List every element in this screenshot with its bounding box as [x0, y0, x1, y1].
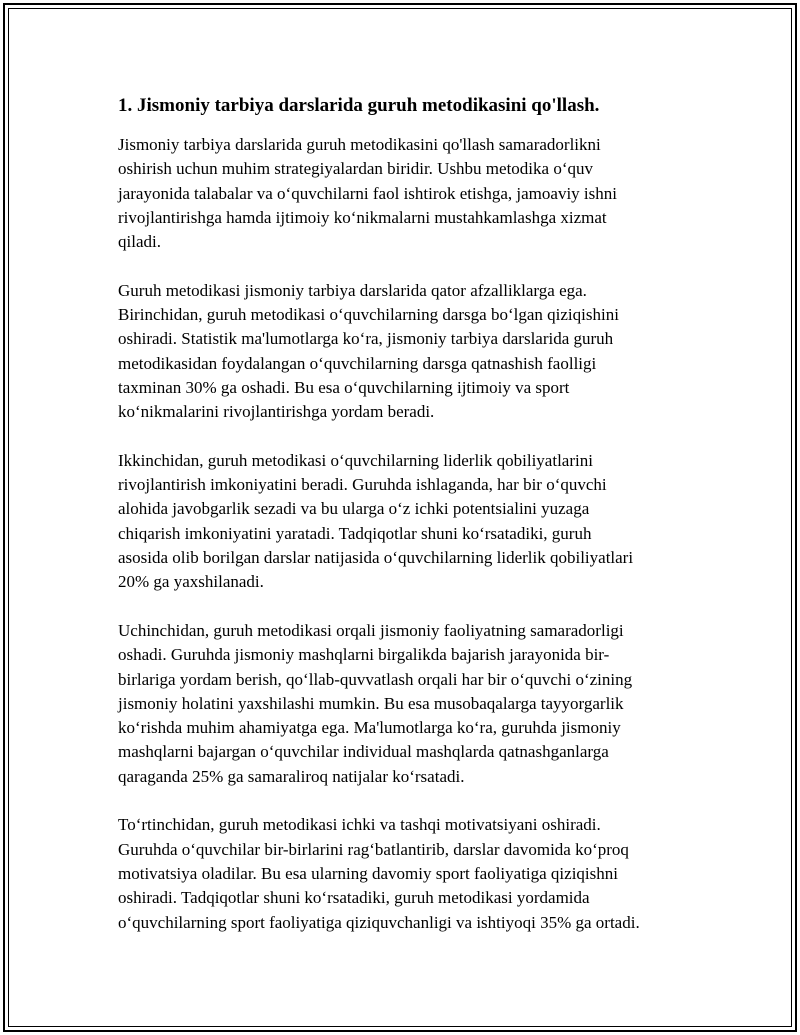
paragraph-line: asosida olib borilgan darslar natijasida o‘quvchilarning liderlik qobiliyatlari	[118, 548, 634, 568]
paragraph-efficiency	[118, 619, 738, 789]
document-heading: 1. Jismoniy tarbiya darslarida guruh metodikasini qo'llash.	[118, 95, 600, 116]
paragraph-line: jismoniy holatini yaxshilashi mumkin. Bu esa musobaqalarga tayyorgarlik	[118, 693, 624, 713]
paragraph-line: mashqlarni bajargan o‘quvchilar individual mashqlarda qatnashganlarga	[118, 742, 609, 762]
paragraph-line: oshiradi. Tadqiqotlar shuni ko‘rsatadiki, guruh metodikasi yordamida	[118, 888, 590, 908]
paragraph-motivation	[118, 813, 738, 934]
paragraph-leadership	[118, 449, 738, 595]
paragraph-line: 20% ga yaxshilanadi.	[118, 572, 264, 592]
paragraph-line: o‘quvchilarning sport faoliyatiga qiziquvchanligi va ishtiyoqi 35% ga ortadi.	[118, 912, 640, 932]
paragraph-line: taxminan 30% ga oshadi. Bu esa o‘quvchilarning ijtimoiy va sport	[118, 377, 570, 397]
paragraph-line: Jismoniy tarbiya darslarida guruh metodikasini qo'llash samaradorlikni	[118, 135, 601, 154]
paragraph-line: qaraganda 25% ga samaraliroq natijalar ko‘rsatadi.	[118, 766, 465, 786]
paragraph-line: oshiradi. Statistik ma'lumotlarga ko‘ra, jismoniy tarbiya darslarida guruh	[118, 329, 614, 349]
paragraph-line: Uchinchidan, guruh metodikasi orqali jismoniy faoliyatning samaradorligi	[118, 620, 624, 640]
paragraph-line: rivojlantirishga hamda ijtimoiy ko‘nikmalarni mustahkamlashga xizmat	[118, 207, 607, 227]
paragraph-line: birlariga yordam berish, qo‘llab-quvvatlash orqali har bir o‘quvchi o‘zining	[118, 669, 633, 689]
paragraph-line: Guruhda o‘quvchilar bir-birlarini rag‘batlantirib, darslar davomida ko‘proq	[118, 839, 629, 859]
paragraph-line: Birinchidan, guruh metodikasi o‘quvchilarning darsga bo‘lgan qiziqishini	[118, 305, 619, 325]
paragraph-line: alohida javobgarlik sezadi va bu ularga o‘z ichki potentsialini yuzaga	[118, 499, 590, 519]
paragraph-line: Ikkinchidan, guruh metodikasi o‘quvchilarning liderlik qobiliyatlarini	[118, 450, 593, 470]
paragraph-line: chiqarish imkoniyatini yaratadi. Tadqiqotlar shuni ko‘rsatadiki, guruh	[118, 523, 592, 543]
document-body	[118, 94, 738, 959]
paragraph-line: Guruh metodikasi jismoniy tarbiya darslarida qator afzalliklarga ega.	[118, 280, 587, 300]
paragraph-line: oshadi. Guruhda jismoniy mashqlarni birgalikda bajarish jarayonida bir-	[118, 645, 610, 665]
paragraph-line: To‘rtinchidan, guruh metodikasi ichki va tashqi motivatsiyani oshiradi.	[118, 815, 601, 835]
paragraph-intro	[118, 133, 738, 254]
paragraph-line: ko‘rishda muhim ahamiyatga ega. Ma'lumotlarga ko‘ra, guruhda jismoniy	[118, 718, 621, 738]
paragraph-line: metodikasidan foydalangan o‘quvchilarning darsga qatnashish faolligi	[118, 353, 597, 373]
paragraph-line: rivojlantirish imkoniyatini beradi. Guruhda ishlaganda, har bir o‘quvchi	[118, 475, 607, 495]
paragraph-line: qiladi.	[118, 232, 161, 252]
paragraph-line: motivatsiya oladilar. Bu esa ularning davomiy sport faoliyatiga qiziqishni	[118, 863, 618, 883]
paragraph-line: oshirish uchun muhim strategiyalardan biridir. Ushbu metodika o‘quv	[118, 159, 593, 179]
paragraph-line: jarayonida talabalar va o‘quvchilarni faol ishtirok etishga, jamoaviy ishni	[118, 183, 617, 203]
paragraph-line: ko‘nikmalarini rivojlantirishga yordam beradi.	[118, 402, 435, 422]
paragraph-advantages	[118, 279, 738, 425]
